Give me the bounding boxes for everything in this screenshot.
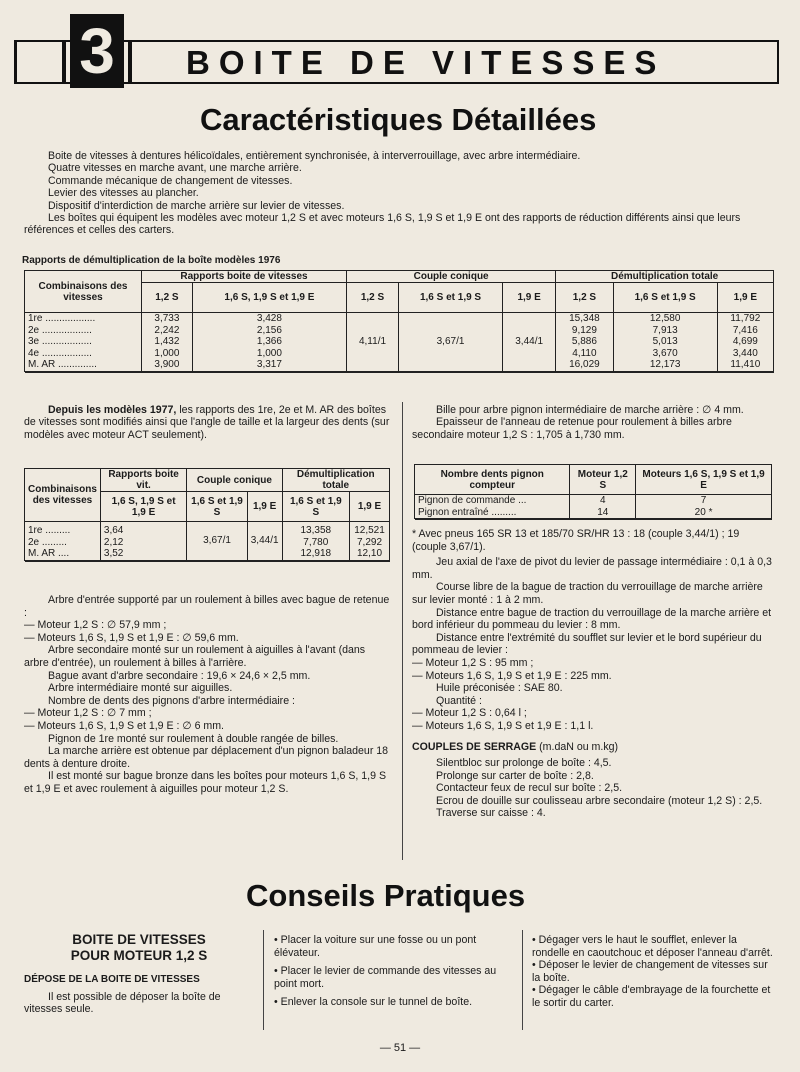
th-couple: Couple conique <box>187 469 282 492</box>
paragraph: Huile préconisée : SAE 80. <box>436 682 563 695</box>
footnote: * Avec pneus 165 SR 13 et 185/70 SR/HR 13 : 18 (couple 3,44/1) ; 19 (couple 3,67/1). <box>412 528 740 553</box>
th-sub: 1,2 S <box>347 283 399 313</box>
section-title: Caractéristiques Détaillées <box>200 102 597 137</box>
table-cell: 3,44/1 <box>503 313 556 372</box>
section-title: Conseils Pratiques <box>246 878 526 913</box>
paragraph: Arbre secondaire monté sur un roulement à aiguilles à l'avant (dans arbre d'entrée), un roulement à billes à l'arrière. <box>24 644 366 669</box>
bottom-middle-column <box>274 934 514 1009</box>
header-left-bar <box>14 40 17 84</box>
th-rapports: Rapports boite de vitesses <box>142 271 347 283</box>
th-sub: 1,9 E <box>717 283 773 313</box>
th-moteurs16: Moteurs 1,6 S, 1,9 S et 1,9 E <box>636 465 772 495</box>
th-sub: 1,6 S et 1,9 S <box>282 492 350 522</box>
column-divider <box>263 930 264 1030</box>
paragraph: — Moteurs 1,6 S, 1,9 S et 1,9 E : 1,1 l. <box>412 719 594 732</box>
th-sub: 1,6 S, 1,9 S et 1,9 E <box>192 283 346 313</box>
paragraph: — Moteurs 1,6 S, 1,9 S et 1,9 E : 225 mm. <box>412 669 612 682</box>
paragraph: La marche arrière est obtenue par déplacement d'un pignon baladeur 18 dents à denture droite. <box>24 745 389 770</box>
header-bar <box>128 40 132 84</box>
chapter-title: BOITE DE VITESSES <box>186 44 666 81</box>
table-cell: 3,733 2,242 1,432 1,000 3,900 <box>142 313 193 372</box>
torque-item: Contacteur feux de recul sur boîte : 2,5. <box>436 782 623 795</box>
table-caption: Rapports de démultiplication de la boîte modèles 1976 <box>22 255 281 266</box>
left-column-intro <box>24 404 392 441</box>
paragraph: — Moteur 1,2 S : 95 mm ; <box>412 656 534 669</box>
paragraph: Quantité : <box>436 694 482 707</box>
table-cell: 3,67/1 <box>187 522 247 561</box>
table-cell: 3,64 2,12 3,52 <box>100 522 186 561</box>
table-cell: Pignon de commande ... Pignon entraîné ......... <box>415 495 570 519</box>
table-cell: 3,428 2,156 1,366 1,000 3,317 <box>192 313 346 372</box>
subsection-heading: DÉPOSE DE LA BOITE DE VITESSES <box>24 974 200 985</box>
intro-line: Dispositif d'interdiction de marche arrière sur levier de vitesses. <box>48 199 345 212</box>
intro-block <box>24 150 774 237</box>
bullet-item: • Enlever la console sur le tunnel de boîte. <box>274 996 473 1009</box>
th-sub: 1,9 E <box>247 492 282 522</box>
speedometer-gear-table <box>414 464 772 520</box>
ratio-table-1976 <box>24 270 774 373</box>
chapter-number: 3 <box>70 14 124 88</box>
th-combinaisons: Combinaisons des vitesses <box>25 469 101 522</box>
torque-item: Traverse sur caisse : 4. <box>436 807 546 820</box>
couples-unit: (m.daN ou m.kg) <box>536 740 619 753</box>
table-cell: 1re .................. 2e .................. 3e .................. 4e .................. M. AR .............. <box>25 313 142 372</box>
paragraph: — Moteur 1,2 S : 0,64 l ; <box>412 707 527 720</box>
paragraph: Pignon de 1re monté sur roulement à double rangée de billes. <box>48 732 339 745</box>
table-cell: 3,44/1 <box>247 522 282 561</box>
intro-line: Levier des vitesses au plancher. <box>48 187 199 200</box>
th-combinaisons: Combinaisons des vitesses <box>25 271 142 313</box>
paragraph: Distance entre l'extrémité du soufflet sur levier et le bord supérieur du pommeau de levier : <box>412 631 762 657</box>
table-cell: 15,348 9,129 5,886 4,110 16,029 <box>556 313 613 372</box>
emphasis: Depuis les modèles 1977, <box>48 404 177 416</box>
paragraph: Il est monté sur bague bronze dans les boîtes pour moteurs 1,6 S, 1,9 S et 1,9 E et avec roulement à aiguilles pour moteur 1,2 S. <box>24 770 387 795</box>
intro-line: Les boîtes qui équipent les modèles avec moteur 1,2 S et avec moteurs 1,6 S, 1,9 S et 1,9 E ont des rapports de réduction différents ainsi que leurs références et celles des carters. <box>24 212 741 237</box>
subsection-title: BOITE DE VITESSES POUR MOTEUR 1,2 S <box>70 932 208 963</box>
paragraph: — Moteurs 1,6 S, 1,9 S et 1,9 E : ∅ 59,6 mm. <box>24 631 239 644</box>
th-sub: 1,6 S et 1,9 S <box>613 283 717 313</box>
th-sub: 1,2 S <box>556 283 613 313</box>
right-column-text <box>412 528 774 820</box>
paragraph: Course libre de la bague de traction du verrouillage de marche arrière sur levier monté : 1 à 2 mm. <box>412 581 763 606</box>
table-cell: 7 20 * <box>636 495 772 519</box>
paragraph: Bague avant d'arbre secondaire : 19,6 × 24,6 × 2,5 mm. <box>48 669 311 682</box>
paragraph: Arbre d'entrée supporté par un roulement à billes avec bague de retenue : <box>24 594 390 619</box>
th-sub: 1,6 S et 1,9 S <box>399 283 503 313</box>
bullet-item: • Déposer le levier de changement de vitesses sur la boîte. <box>532 959 768 984</box>
paragraph: Distance entre bague de traction du verrouillage de la marche arrière et bord inférieur du pommeau du levier : 8 mm. <box>412 606 772 632</box>
th-nombre: Nombre dents pignon compteur <box>415 465 570 495</box>
table-cell: 4,11/1 <box>347 313 399 372</box>
header-bar <box>62 40 66 84</box>
paragraph: Il est possible de déposer la boîte de vitesses seule. <box>24 991 221 1016</box>
paragraph: Nombre de dents des pignons d'arbre intermédiaire : <box>48 694 295 707</box>
right-column-top <box>412 404 774 441</box>
paragraph: — Moteurs 1,6 S, 1,9 S et 1,9 E : ∅ 6 mm. <box>24 719 224 732</box>
table-cell: 11,792 7,416 4,699 3,440 11,410 <box>717 313 773 372</box>
bottom-right-column <box>532 934 774 1010</box>
th-moteur12: Moteur 1,2 S <box>570 465 636 495</box>
page-number: — 51 — <box>379 1042 421 1054</box>
th-demul: Démultiplication totale <box>282 469 389 492</box>
left-column-text <box>24 594 392 796</box>
th-demul: Démultiplication totale <box>556 271 774 283</box>
intro-line: Quatre vitesses en marche avant, une marche arrière. <box>48 162 302 175</box>
torque-item: Ecrou de douille sur coulisseau arbre secondaire (moteur 1,2 S) : 2,5. <box>436 794 763 807</box>
th-sub: 1,9 E <box>350 492 390 522</box>
th-sub: 1,9 E <box>503 283 556 313</box>
ratio-table-1977 <box>24 468 390 562</box>
table-cell: 13,358 7,780 12,918 <box>282 522 350 561</box>
table-cell: 4 14 <box>570 495 636 519</box>
th-rapports: Rapports boite vit. <box>100 469 186 492</box>
th-sub: 1,2 S <box>142 283 193 313</box>
couples-title: COUPLES DE SERRAGE <box>412 740 537 753</box>
th-sub: 1,6 S, 1,9 S et 1,9 E <box>100 492 186 522</box>
paragraph: — Moteur 1,2 S : ∅ 7 mm ; <box>24 707 152 720</box>
column-divider <box>522 930 523 1030</box>
bullet-item: • Placer le levier de commande des vitesses au point mort. <box>274 965 497 990</box>
table-cell: 12,580 7,913 5,013 3,670 12,173 <box>613 313 717 372</box>
bullet-item: • Dégager vers le haut le soufflet, enlever la rondelle en caoutchouc et déposer l'anneau d'arrêt. <box>532 934 773 959</box>
torque-item: Prolonge sur carter de boîte : 2,8. <box>436 769 594 782</box>
th-sub: 1,6 S et 1,9 S <box>187 492 247 522</box>
bottom-left-column <box>24 932 254 1016</box>
bullet-item: • Dégager le câble d'embrayage de la fourchette et le sortir du carter. <box>532 984 771 1009</box>
table-cell: 3,67/1 <box>399 313 503 372</box>
th-couple: Couple conique <box>347 271 556 283</box>
paragraph: Epaisseur de l'anneau de retenue pour roulement à billes arbre secondaire moteur 1,2 S : 1,705 à 1,730 mm. <box>412 416 732 441</box>
table-cell: 12,521 7,292 12,10 <box>350 522 390 561</box>
paragraph: — Moteur 1,2 S : ∅ 57,9 mm ; <box>24 619 167 632</box>
intro-line: Commande mécanique de changement de vitesses. <box>48 174 293 187</box>
paragraph: Arbre intermédiaire monté sur aiguilles. <box>48 682 233 695</box>
intro-line: Boite de vitesses à dentures hélicoïdales, entièrement synchronisée, à interverrouillage, avec arbre intermédiaire. <box>48 150 581 162</box>
column-divider <box>402 402 403 860</box>
paragraph: Jeu axial de l'axe de pivot du levier de passage intermédiaire : 0,1 à 0,3 mm. <box>412 556 772 581</box>
torque-item: Silentbloc sur prolonge de boîte : 4,5. <box>436 757 612 770</box>
paragraph: Bille pour arbre pignon intermédiaire de marche arrière : ∅ 4 mm. <box>436 404 744 416</box>
paragraph: les rapports des 1re, 2e et M. AR des boîtes de vitesses sont modifiés ainsi que l'angle de taille et la largeur des dents (sur modèles avec moteur ACT seulement). <box>24 404 390 441</box>
bullet-item: • Placer la voiture sur une fosse ou un pont élévateur. <box>274 934 477 959</box>
table-cell: 1re ......... 2e ......... M. AR .... <box>25 522 101 561</box>
